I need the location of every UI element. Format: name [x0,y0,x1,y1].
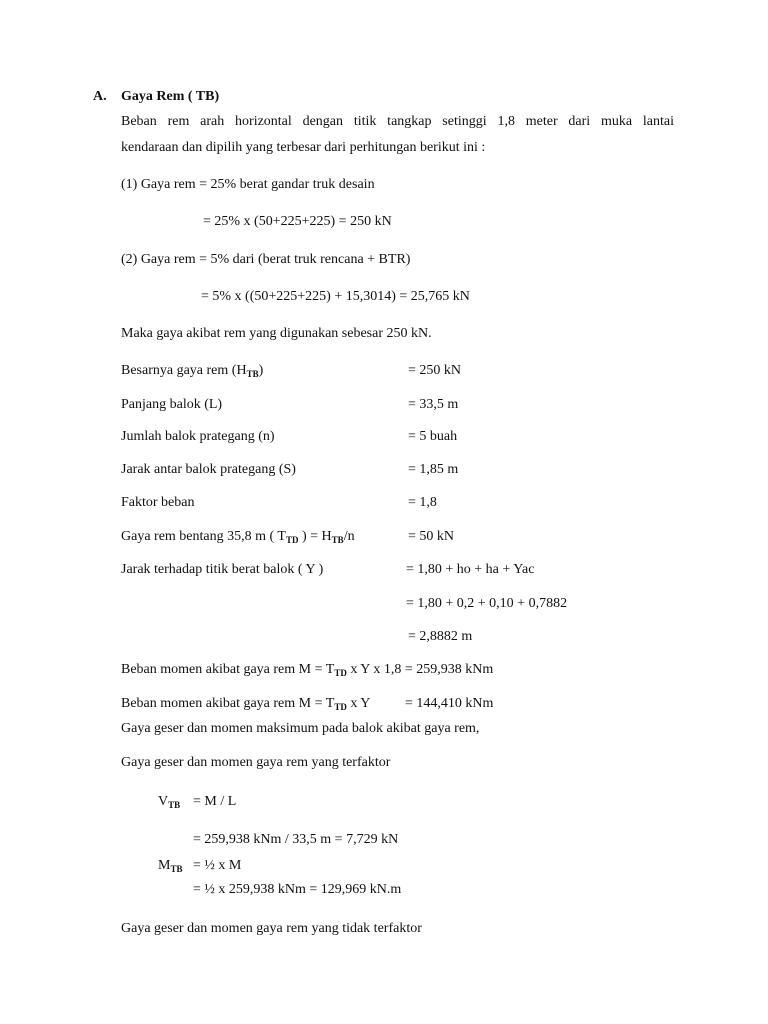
calc2-label: (2) Gaya rem = 5% dari (berat truk rencana + BTR) [121,252,411,267]
v-tb-symbol: $V_{TB}$ [158,794,181,810]
param-value-jumlah-balok: = 5 buah [408,429,458,444]
jarak-value-3: = 2,8882 m [408,629,473,644]
param-label-jumlah-balok: Jumlah balok prategang (n) [121,429,275,444]
terfaktor-title: Gaya geser dan momen gaya rem yang terfaktor [121,755,391,770]
param-label-faktor-beban: Faktor beban [121,495,195,510]
param-value-panjang-balok: = 33,5 m [408,397,459,412]
gaya-bentang-value: = 50 kN [408,529,455,544]
geser-title: Gaya geser dan momen maksimum pada balok akibat gaya rem, [121,721,480,736]
param-label-gaya-rem: Besarnya gaya rem $(H_{TB})$ [121,363,264,379]
gaya-bentang-label: Gaya rem bentang 35,8 m ( $T_{TD}$ ) = $H_{TB}/n$ [121,529,355,545]
calc1-label: (1) Gaya rem = 25% berat gandar truk desain [121,177,375,192]
v-tb-equation: = M / L [193,794,237,809]
tidak-terfaktor-title: Gaya geser dan momen gaya rem yang tidak terfaktor [121,921,422,936]
jarak-value-1: = 1,80 + ho + ha + Yac [406,562,535,577]
m-tb-equation: = ½ x M [193,858,242,873]
jarak-label: Jarak terhadap titik berat balok ( Y ) [121,562,324,577]
intro-line-1: Beban rem arah horizontal dengan titik tangkap setinggi 1,8 meter dari muka lantai [121,114,674,129]
momen-line-2-value: = 144,410 kNm [405,696,494,711]
momen-line-2-label: Beban momen akibat gaya rem $M = T_{TD}$ x Y [121,696,371,712]
section-title: Gaya Rem ( TB) [121,89,220,104]
param-label-panjang-balok: Panjang balok (L) [121,397,223,412]
intro-line-2: kendaraan dan dipilih yang terbesar dari perhitungan berikut ini : [121,140,486,155]
m-tb-symbol: $M_{TB}$ [158,858,183,874]
calc2-result: = 5% x ((50+225+225) + 15,3014) = 25,765 kN [201,289,470,304]
param-value-jarak-antar-balok: = 1,85 m [408,462,459,477]
momen-line-1: Beban momen akibat gaya rem $M = T_{TD}$ x Y x 1,8 = 259,938 kNm [121,662,494,678]
jarak-value-2: = 1,80 + 0,2 + 0,10 + 0,7882 [406,596,568,611]
param-value-faktor-beban: = 1,8 [408,495,437,510]
param-value-gaya-rem: = 250 kN [408,363,462,378]
section-letter: A. [93,89,107,104]
conclusion-text: Maka gaya akibat rem yang digunakan sebesar 250 kN. [121,326,432,341]
param-label-jarak-antar-balok: Jarak antar balok prategang (S) [121,462,296,477]
v-tb-result: = 259,938 kNm / 33,5 m = 7,729 kN [193,832,399,847]
m-tb-result: = ½ x 259,938 kNm = 129,969 kN.m [193,882,402,897]
calc1-result: = 25% x (50+225+225) = 250 kN [203,214,392,229]
